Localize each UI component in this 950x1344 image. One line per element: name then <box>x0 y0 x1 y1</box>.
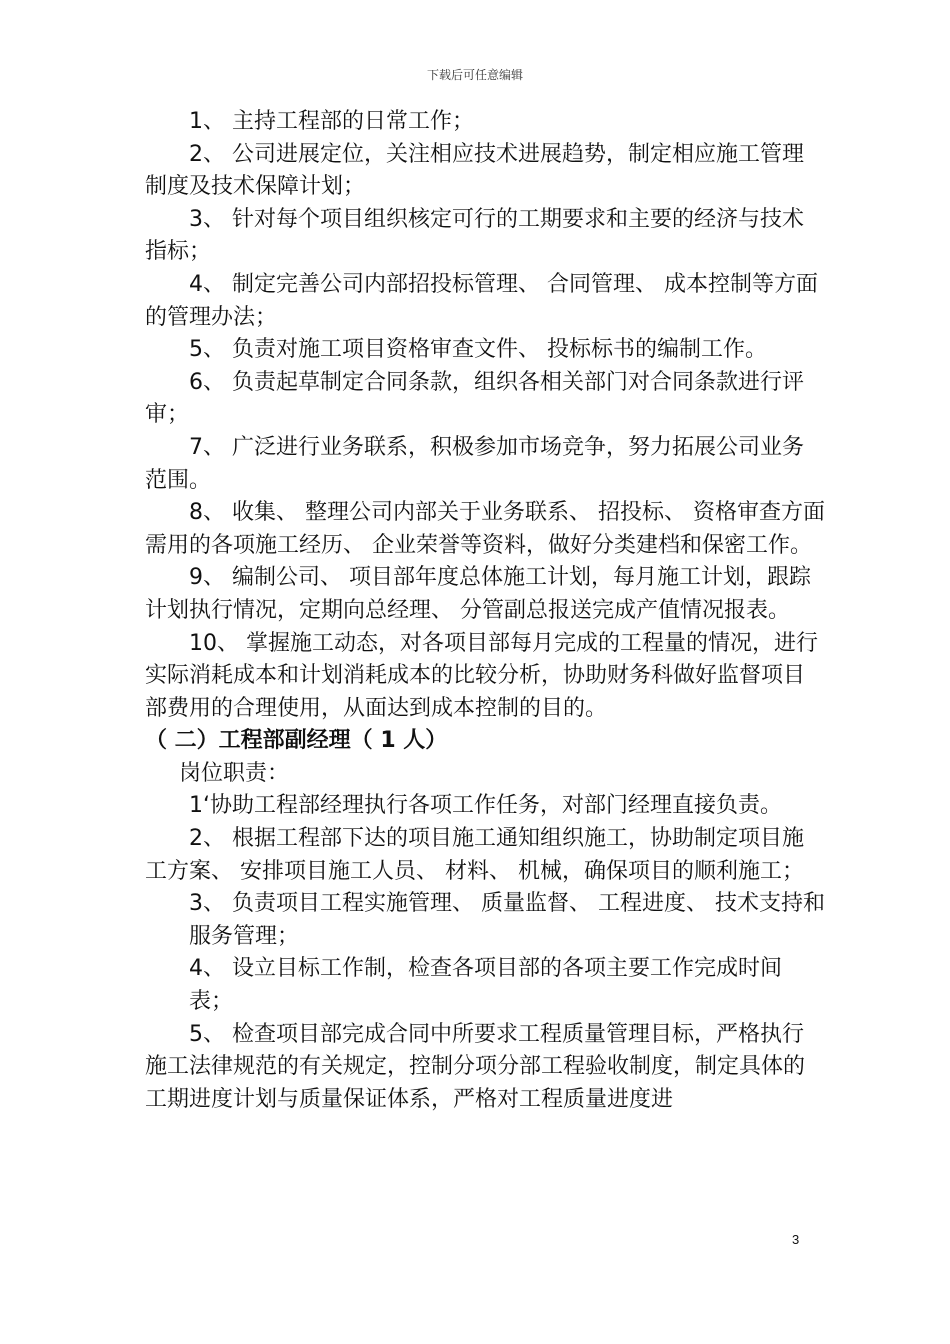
document-body <box>145 106 825 1116</box>
list-item: 4、 制定完善公司内部招投标管理、 合同管理、 成本控制等方面的管理办法； <box>145 271 818 330</box>
list-item: 3、 针对每个项目组织核定可行的工期要求和主要的经济与技术指标； <box>145 206 804 265</box>
page-number: 3 <box>792 1232 800 1247</box>
duty-item: 3、 负责项目工程实施管理、 质量监督、 工程进度、 技术支持和服务管理； <box>189 891 825 949</box>
list-item: 5、 负责对施工项目资格审查文件、 投标标书的编制工作。 <box>189 337 767 363</box>
list-item: 2、 公司进展定位，关注相应技术进展趋势，制定相应施工管理制度及技术保障计划； <box>145 141 804 200</box>
list-item: 1、 主持工程部的日常工作； <box>189 109 474 134</box>
section-heading: （ 二）工程部副经理（ 1 人） <box>145 728 448 754</box>
list-item: 9、 编制公司、 项目部年度总体施工计划，每月施工计划，跟踪计划执行情况，定期向总经理、 分管副总报送完成产值情况报表。 <box>145 565 811 623</box>
duty-item: 4、 设立目标工作制，检查各项目部的各项主要工作完成时间表； <box>189 956 782 1015</box>
list-item: 7、 广泛进行业务联系，积极参加市场竞争，努力拓展公司业务范围。 <box>145 434 804 493</box>
list-item: 6、 负责起草制定合同条款，组织各相关部门对合同条款进行评审； <box>145 369 804 428</box>
duty-item: 5、 检查项目部完成合同中所要求工程质量管理目标，严格执行施工法律规范的有关规定，控制分项分部工程验收制度，制定具体的工期进度计划与质量保证体系，严格对工程质量进度进 <box>145 1021 806 1112</box>
duties-label: 岗位职责： <box>179 760 290 786</box>
duty-item: 2、 根据工程部下达的项目施工通知组织施工，协助制定项目施工方案、 安排项目施工人员、 材料、 机械，确保项目的顺利施工； <box>145 826 804 884</box>
list-item: 10、 掌握施工动态，对各项目部每月完成的工程量的情况，进行实际消耗成本和计划消耗成本的比较分析，协助财务科做好监督项目部费用的合理使用，从面达到成本控制的目的。 <box>145 630 818 721</box>
list-item: 8、 收集、 整理公司内部关于业务联系、 招投标、 资格审查方面需用的各项施工经历、 企业荣誉等资料，做好分类建档和保密工作。 <box>145 500 825 558</box>
page-header: 下载后可任意编辑 <box>426 68 523 82</box>
duty-item: 1‘协助工程部经理执行各项工作任务，对部门经理直接负责。 <box>189 793 782 819</box>
